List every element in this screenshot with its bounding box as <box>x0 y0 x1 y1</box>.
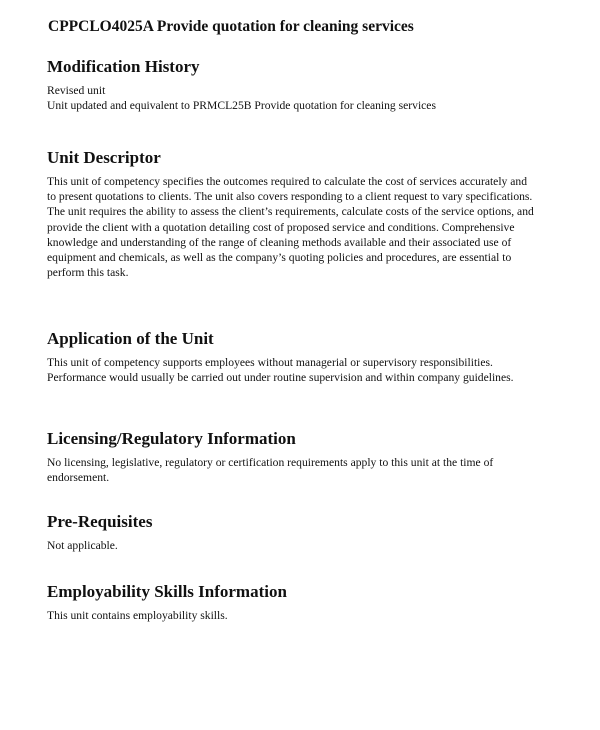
section-paragraph: This unit of competency specifies the outcomes required to calculate the cost of services accurately and to present quotations to clients. The unit also covers responding to a client request to vary specifications. <box>47 175 533 204</box>
section-text: Revised unit <box>47 84 106 97</box>
section-heading: Modification History <box>47 57 200 76</box>
section-prerequisites <box>47 512 557 553</box>
section-heading: Unit Descriptor <box>47 148 161 167</box>
section-modification-history <box>47 57 557 113</box>
section-licensing <box>47 429 557 485</box>
section-employability <box>47 582 557 623</box>
section-heading: Pre-Requisites <box>47 512 153 531</box>
section-unit-descriptor <box>47 148 557 280</box>
section-heading: Employability Skills Information <box>47 582 287 601</box>
section-text: Unit updated and equivalent to PRMCL25B Provide quotation for cleaning services <box>47 99 436 113</box>
section-heading: Licensing/Regulatory Information <box>47 429 296 448</box>
section-paragraph: This unit contains employability skills. <box>47 609 228 622</box>
document-title: CPPCLO4025A Provide quotation for cleaning services <box>48 18 414 35</box>
section-paragraph: This unit of competency supports employees without managerial or supervisory responsibilities. Performance would usually be carried out under routine supervision and within company guidelines. <box>47 356 514 385</box>
section-heading: Application of the Unit <box>47 329 214 348</box>
section-paragraph: Not applicable. <box>47 539 118 552</box>
section-paragraph: No licensing, legislative, regulatory or certification requirements apply to this unit at the time of endorsement. <box>47 456 494 485</box>
section-application <box>47 329 557 385</box>
section-paragraph: The unit requires the ability to assess the client’s requirements, calculate costs of the service options, and provide the client with a quotation detailing cost of proposed service and conditions. Comprehensive knowledge and understanding of the range of cleaning methods available and their associated use of equipment and chemicals, as well as the company’s quoting policies and procedures, are essential to perform this task. <box>47 205 534 280</box>
